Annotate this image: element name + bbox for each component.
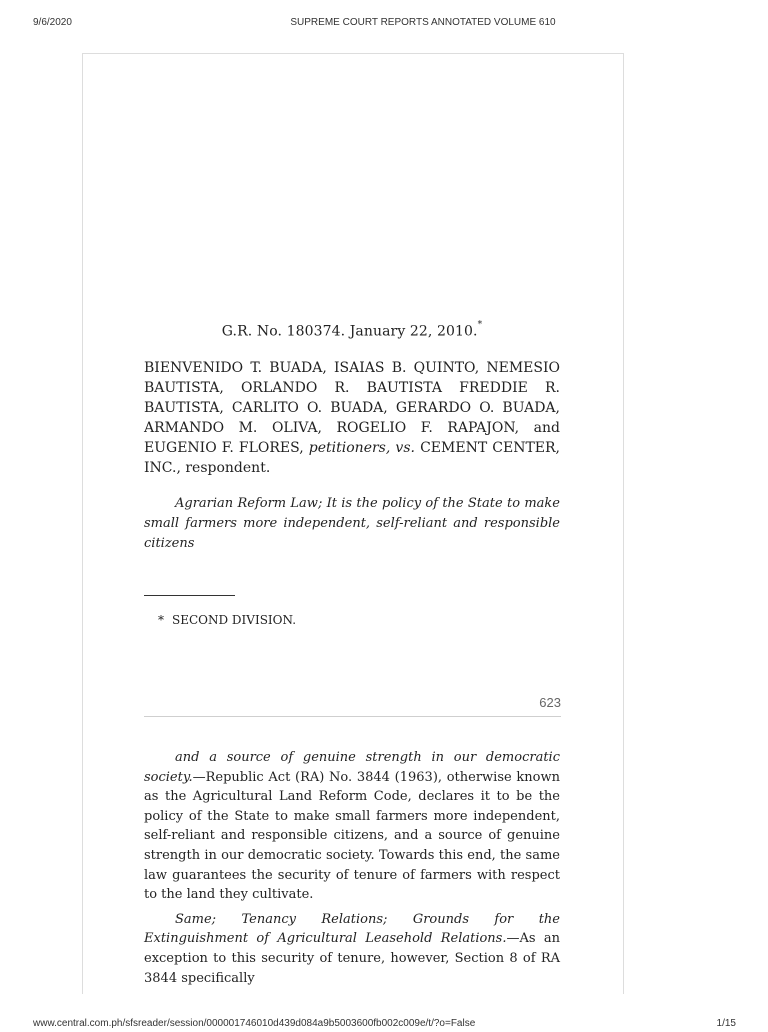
body-paragraph-text: Republic Act (RA) No. 3844 (1963), otherwise known as the Agricultural Land Reform Code, declares it to be the policy of the State to make small farmers more independent, self-reliant and responsible citizens, and a source of genuine strength in our democratic society. Towards this end, the same law guarantees the security of tenure of farmers with respect to the land they cultivate. bbox=[144, 769, 560, 903]
print-title: SUPREME COURT REPORTS ANNOTATED VOLUME 610 bbox=[290, 17, 556, 28]
body-paragraph-italic: and a source of genuine strength in our democratic society.— bbox=[144, 750, 560, 785]
respondent-label: respondent. bbox=[180, 460, 271, 476]
versus-label: vs. bbox=[395, 440, 415, 456]
footnote-divider bbox=[144, 595, 235, 596]
body-paragraph-text: As an exception to this security of tenure, however, Section 8 of RA 3844 specifically bbox=[144, 931, 560, 986]
respondent-name: CEMENT CENTER, INC., bbox=[144, 440, 560, 476]
print-date: 9/6/2020 bbox=[33, 17, 72, 28]
print-header bbox=[0, 17, 768, 31]
print-url: www.central.com.ph/sfsreader/session/000001746010d439d084a9b5003600fb002c009e/t/?o=False bbox=[33, 1018, 476, 1029]
page-divider bbox=[144, 716, 561, 717]
body-paragraph-italic: Same; Tenancy Relations; Grounds for the Extinguishment of Agricultural Leasehold Relations.— bbox=[144, 911, 560, 947]
case-number-date: G.R. No. 180374. January 22, 2010. bbox=[221, 323, 478, 340]
footnote bbox=[158, 612, 296, 628]
print-page-count: 1/15 bbox=[716, 1018, 736, 1029]
print-footer bbox=[0, 1018, 768, 1032]
body-paragraph bbox=[144, 748, 560, 905]
petitioners-label: petitioners, bbox=[303, 440, 396, 456]
footnote-marker: * bbox=[158, 613, 164, 627]
body-text bbox=[144, 748, 560, 988]
petitioners-names: BIENVENIDO T. BUADA, ISAIAS B. QUINTO, NEMESIO BAUTISTA, ORLANDO R. BAUTISTA FREDDIE R. BAUTISTA, CARLITO O. BUADA, GERARDO O. BUADA, ARMANDO M. OLIVA, ROGELIO F. RAPAJON, and EUGENIO F. FLORES, bbox=[144, 360, 560, 456]
case-footnote-marker[interactable]: * bbox=[477, 320, 483, 330]
footnote-text: SECOND DIVISION. bbox=[172, 613, 297, 627]
case-title bbox=[144, 318, 560, 342]
syllabus-paragraph: Agrarian Reform Law; It is the policy of the State to make small farmers more independent, self-reliant and responsible citizens bbox=[144, 496, 560, 551]
body-paragraph bbox=[144, 910, 560, 988]
page-number: 623 bbox=[539, 695, 561, 710]
case-parties bbox=[144, 358, 560, 478]
